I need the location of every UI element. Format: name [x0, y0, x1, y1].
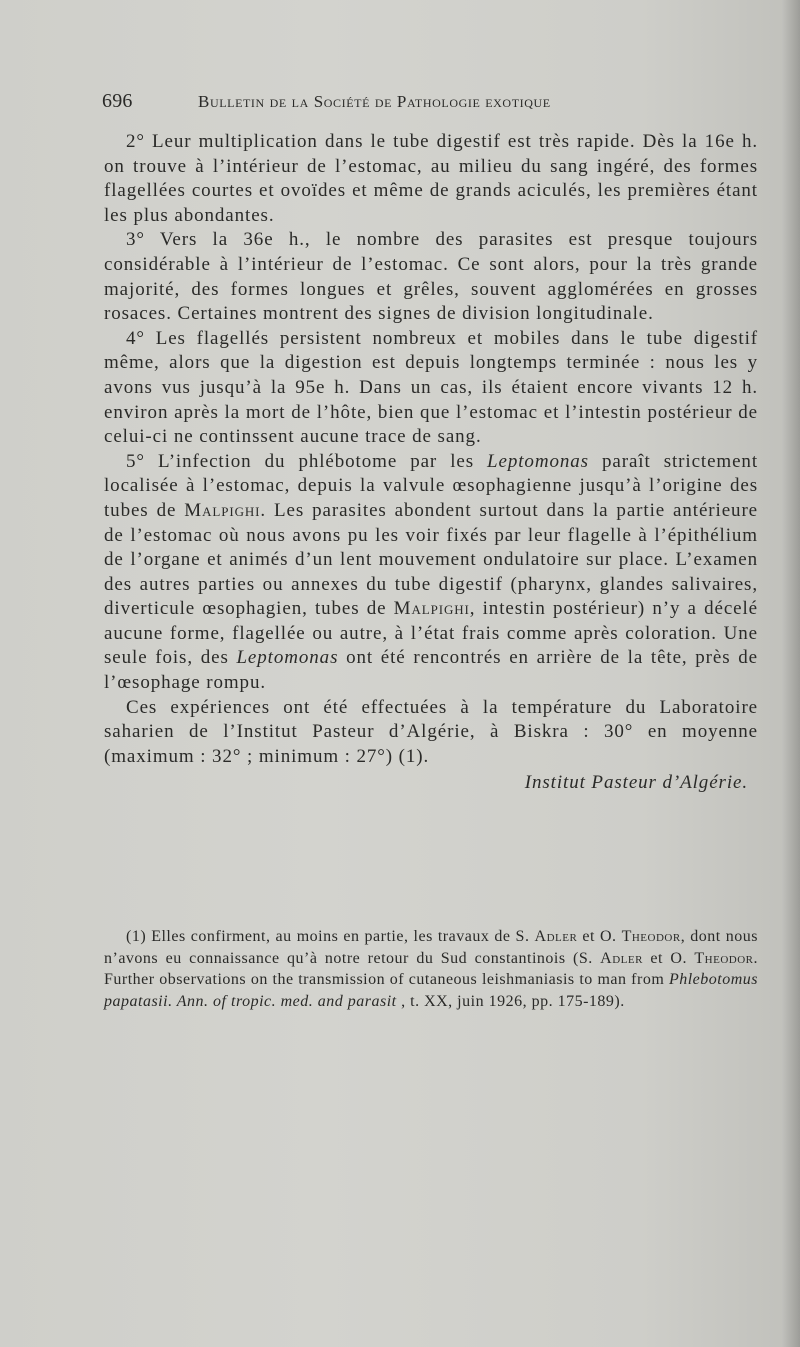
signature: Institut Pasteur d’Algérie. [524, 772, 748, 794]
author-name: Theodor [621, 928, 681, 945]
footnote-1 [104, 926, 758, 1012]
paragraph-3: 3° Vers la 36e h., le nombre des parasites est presque toujours considérable à l’intérieur de l’estomac. Ce sont alors, pour la très grande majorité, des formes longues et grêles, souvent agglomérées en grosses rosaces. Certaines montrent des signes de division longitudinale. [104, 229, 758, 325]
text-run: et O. [642, 949, 695, 967]
text-run: ont été rencontrés en arrière de la tête, près de l’œsophage rompu. [104, 647, 758, 694]
author-name: Adler [534, 928, 578, 945]
text-run: (1) Elles confirment, au moins en partie, les travaux de S. [126, 928, 535, 945]
paragraph-4: 4° Les flagellés persistent nombreux et mobiles dans le tube digestif même, alors que la digestion est depuis longtemps terminée : nous les y avons vus jusqu’à la 95e h. Dans un cas, ils étaient encore vivants 12 h. environ après la mort de l’hôte, bien que l’estomac et l’intestin postérieur de celui-ci ne continssent aucune trace de sang. [104, 327, 758, 448]
body-text [104, 130, 758, 796]
running-title: Bulletin de la Société de Pathologie exotique [198, 92, 551, 111]
text-run: . Further observations on the transmission of cutaneous leishmaniasis to man from [104, 949, 758, 988]
author-name: Malpighi [393, 598, 470, 620]
genus-name: Leptomonas [487, 450, 589, 472]
page-number: 696 [102, 90, 133, 112]
author-name: Adler [600, 949, 643, 967]
author-name: Theodor [694, 949, 754, 967]
text-run: paraît strictement localisée à l’estomac, depuis la valvule œsophagienne jusqu’à l’origine des tubes de [104, 450, 759, 521]
page-header [102, 90, 650, 116]
genus-name: Leptomonas [236, 647, 339, 669]
text-run: et O. [577, 928, 622, 945]
footnote [104, 926, 758, 1012]
text-run: . Les parasites abondent surtout dans la partie antérieure de l’estomac où nous avons pu les voir fixés par leur flagelle à l’épithélium de l’organe et animés d’un lent mouvement ondulatoire sur place. L’examen des autres parties ou annexes du tube digestif (pharynx, glandes salivaires, diverticule œsophagien, tubes de [104, 499, 759, 620]
paragraph-5 [104, 450, 758, 696]
text-run: , dont nous n’avons eu connaissance qu’à notre retour du Sud constantinois (S. [104, 928, 758, 967]
citation-title: Phlebotomus papatasii. Ann. of tropic. med. and parasit [104, 971, 758, 1010]
text-run: , t. XX, juin 1926, pp. 175-189). [396, 992, 625, 1010]
paragraph-2: 2° Leur multiplication dans le tube digestif est très rapide. Dès la 16e h. on trouve à l’intérieur de l’estomac, au milieu du sang ingéré, des formes flagellées courtes et ovoïdes et même de grands aciculés, les premières étant les plus abondantes. [104, 131, 758, 226]
author-name: Malpighi [184, 499, 261, 521]
text-run: , intestin postérieur) n’y a décelé aucune forme, flagellée ou autre, à l’état frais comme après coloration. Une seule fois, des [104, 598, 758, 669]
text-run: 5° L’infection du phlébotome par les [126, 450, 488, 472]
paragraph-conclusion: Ces expériences ont été effectuées à la température du Laboratoire saharien de l’Institut Pasteur d’Algérie, à Biskra : 30° en moyenne (maximum : 32° ; minimum : 27°) (1). [104, 696, 758, 767]
